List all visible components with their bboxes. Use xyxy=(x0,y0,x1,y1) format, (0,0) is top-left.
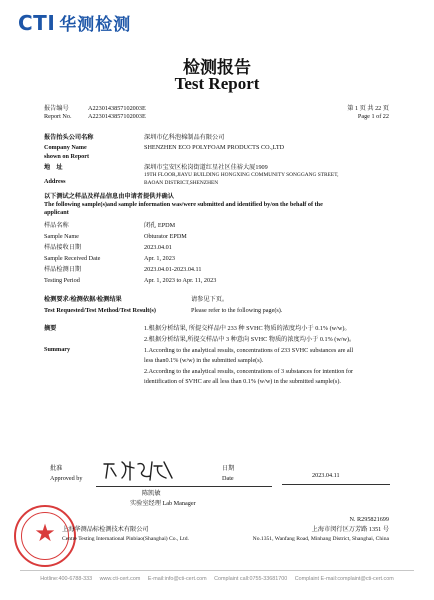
summary-line: 2.根据分析结果,所提交样品中 3 种意向 SVHC 物质的浓度均小于 0.1% (w/w)。 xyxy=(144,336,356,343)
company-value-en: SHENZHEN ECO POLYFOAM PRODUCTS CO.,LTD xyxy=(144,144,285,151)
report-no-cn-value: A2230143857102003E xyxy=(88,105,146,112)
report-no-en-value: A2230143857102003E xyxy=(88,113,146,120)
signature-line xyxy=(96,486,272,487)
field-label: Sample Received Date xyxy=(44,255,101,262)
page-count-en: Page 1 of 22 xyxy=(357,113,389,120)
address-value-cn: 深圳市宝安区松岗街道红星社区佳裕大厦1909 xyxy=(144,164,268,171)
address-label-en: Address xyxy=(44,178,66,185)
summary-line: less than0.1% (w/w) in the submitted sample(s). xyxy=(144,357,264,364)
address-label-cn: 地 址 xyxy=(44,164,63,171)
field-label: 样品名称 xyxy=(44,222,69,229)
issuer-no: N. R295821699 xyxy=(349,516,389,523)
footer-divider xyxy=(20,570,414,571)
report-no-en-label: Report No. xyxy=(44,113,72,120)
footer-website[interactable]: www.cti-cert.com xyxy=(99,576,141,582)
field-value: 闭孔 EPDM xyxy=(144,222,176,229)
summary-line: 1.根据分析结果, 所提交样品中 233 种 SVHC 物质的浓度均小于 0.1% (w/w)。 xyxy=(144,325,351,332)
summary-label-en: Summary xyxy=(44,346,71,353)
field-value: Obturator EPDM xyxy=(144,233,187,240)
summary-label-cn: 摘要 xyxy=(44,325,57,332)
field-label: 样品检测日期 xyxy=(44,266,82,273)
title-en: Test Report xyxy=(174,74,260,93)
requested-label-cn: 检测要求/检测依据/检测结果 xyxy=(44,296,122,303)
field-value: Apr. 1, 2023 xyxy=(144,255,175,262)
footer-complaint-email[interactable]: Complaint E-mail:complaint@cti-cert.com xyxy=(294,576,394,582)
address-value-en-1: 19TH FLOOR,JIAYU BUILDING HONGXING COMMUNITY SONGGANG STREET, xyxy=(144,172,339,178)
issuer-en: Centre Testing International Pinbiao(Shanghai) Co., Ltd. xyxy=(62,536,189,542)
field-value: Apr. 1, 2023 to Apr. 11, 2023 xyxy=(144,277,217,284)
logo-cn: 华测检测 xyxy=(59,15,132,35)
report-no-cn-label: 报告编号 xyxy=(44,105,69,112)
date-value: 2023.04.11 xyxy=(312,472,340,479)
logo-brand: CTI xyxy=(18,11,56,35)
sample-intro-cn: 以下测试之样品及样品信息由申请者提供并确认 xyxy=(44,193,174,200)
approved-label-cn: 批准 xyxy=(50,465,63,472)
requested-value-en: Please refer to the following page(s). xyxy=(191,307,283,314)
field-label: 样品接收日期 xyxy=(44,244,82,251)
company-label-cn: 报告抬头公司名称 xyxy=(44,134,94,141)
date-label-cn: 日期 xyxy=(222,465,235,472)
company-label-en-2: shown on Report xyxy=(44,153,90,160)
issuer-address-en: No.1351, Wanfang Road, Minhang District, Shanghai, China xyxy=(252,536,389,542)
approver-name: 陈凯敏 xyxy=(142,490,161,497)
cti-logo xyxy=(18,10,131,35)
field-label: Sample Name xyxy=(44,233,79,240)
title-cn: 检测报告 xyxy=(183,58,251,77)
page-count-cn: 第 1 页 共 22 页 xyxy=(347,105,389,112)
footer-hotline: Hotline:400-6788-333 xyxy=(40,576,93,582)
date-line xyxy=(282,484,390,485)
requested-value-cn: 请参见下页。 xyxy=(191,296,229,303)
footer xyxy=(0,576,434,582)
approver-role: 实验室经理 Lab Manager xyxy=(130,500,196,507)
summary-line: 1.According to the analytical results, concentrations of 233 SVHC substances are all xyxy=(144,347,354,354)
summary-line: identification of SVHC are all less than 0.1% (w/w) in the submitted sample(s). xyxy=(144,378,341,385)
field-value: 2023.04.01-2023.04.11 xyxy=(144,266,202,273)
issuer-address-cn: 上海市闵行区万芳路 1351 号 xyxy=(311,526,389,533)
field-value: 2023.04.01 xyxy=(144,244,172,251)
field-label: Testing Period xyxy=(44,277,80,284)
footer-complaint-call: Complaint call:0755-33681700 xyxy=(214,576,288,582)
issuer-cn: 上海华测品标检测技术有限公司 xyxy=(62,526,149,533)
signature xyxy=(100,456,180,486)
footer-email[interactable]: E-mail:info@cti-cert.com xyxy=(147,576,207,582)
star-icon: ★ xyxy=(34,519,56,547)
approved-label-en: Approved by xyxy=(50,475,83,482)
requested-label-en: Test Requested/Test Method/Test Result(s) xyxy=(44,307,156,314)
company-label-en: Company Name xyxy=(44,144,87,151)
address-value-en-2: BAOAN DISTRICT,SHENZHEN xyxy=(144,180,219,186)
sample-intro-en-1: The following sample(s)and sample information was/were submitted and identified by/on the behalf of the xyxy=(44,201,323,208)
date-label-en: Date xyxy=(222,475,234,482)
company-value-cn: 深圳市亿科泡棉制品有限公司 xyxy=(144,134,225,141)
sample-intro-en-2: applicant xyxy=(44,209,69,216)
summary-line: 2.According to the analytical results, concentrations of 3 substances for intention for xyxy=(144,368,354,375)
